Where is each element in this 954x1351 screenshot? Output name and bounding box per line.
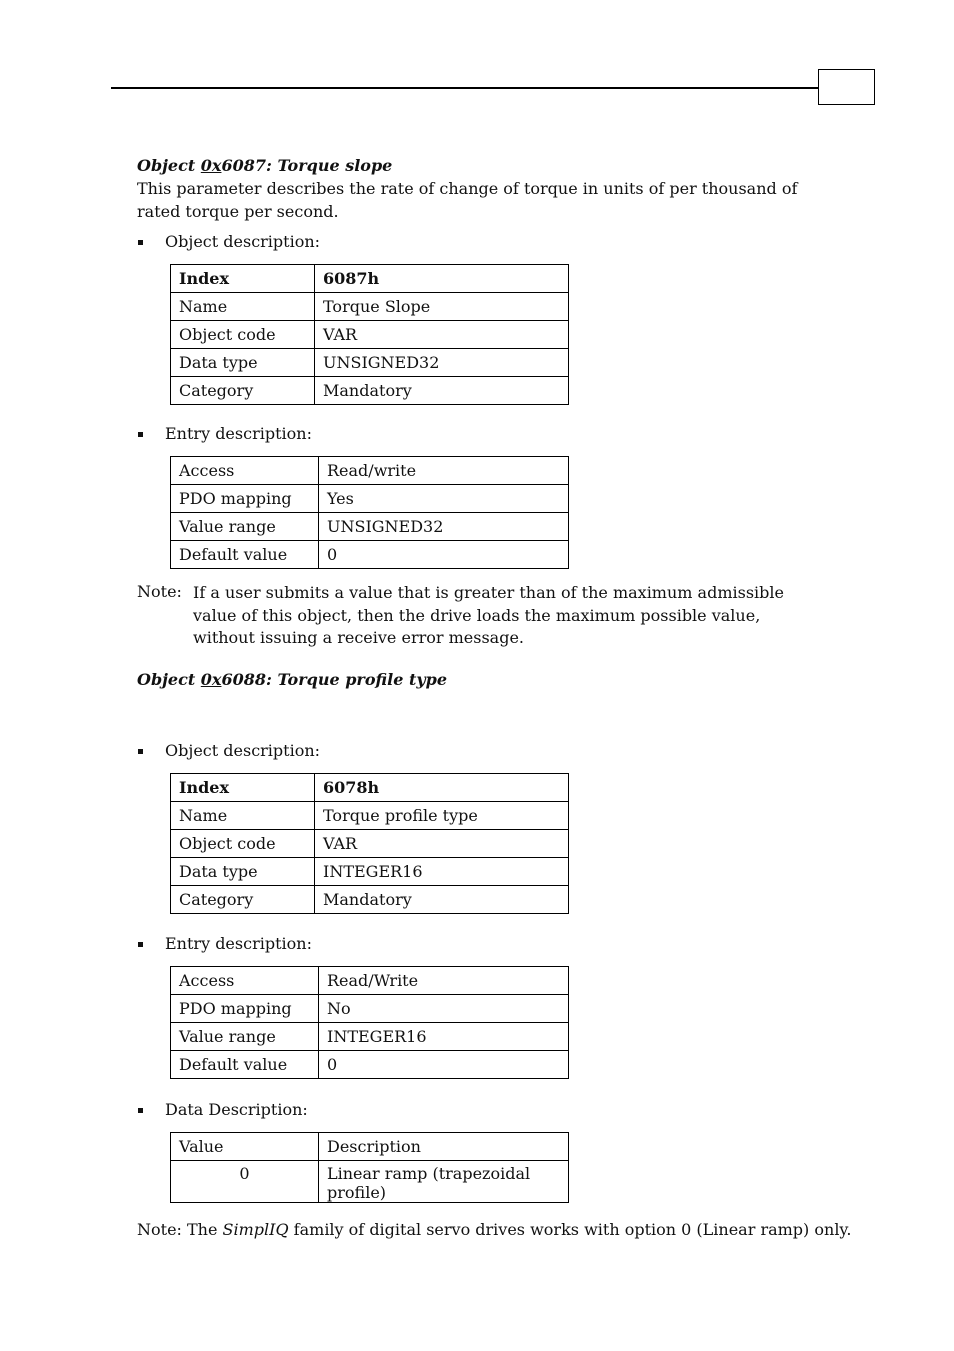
table-header-cell: Description — [319, 1133, 569, 1161]
table-cell: Torque Slope — [315, 293, 569, 321]
table-cell: UNSIGNED32 — [319, 513, 569, 541]
table-cell: Yes — [319, 485, 569, 513]
table-cell: Category — [171, 886, 315, 914]
table-cell: Index — [171, 265, 315, 293]
table-cell: Default value — [171, 541, 319, 569]
table-cell: Data type — [171, 858, 315, 886]
table-cell: Default value — [171, 1051, 319, 1079]
table-cell: Object code — [171, 830, 315, 858]
table-row — [171, 886, 569, 914]
table-cell: Object code — [171, 321, 315, 349]
page-number-box — [818, 69, 875, 105]
table-cell: UNSIGNED32 — [315, 349, 569, 377]
table-cell: INTEGER16 — [315, 858, 569, 886]
table-cell: Torque profile type — [315, 802, 569, 830]
table-cell: VAR — [315, 830, 569, 858]
entry-description-table-6087 — [170, 456, 569, 569]
table-cell: Mandatory — [315, 886, 569, 914]
table-row — [171, 858, 569, 886]
table-cell: 0 — [171, 1161, 319, 1203]
entry-description-table-6088 — [170, 966, 569, 1079]
table-cell: VAR — [315, 321, 569, 349]
bullet-marker — [138, 749, 143, 754]
table-cell: Access — [171, 967, 319, 995]
table-cell: Linear ramp (trapezoidal profile) — [319, 1161, 569, 1203]
object-description-label: Object description: — [165, 741, 321, 760]
table-header-cell: Value — [171, 1133, 319, 1161]
table-cell: Value range — [171, 1023, 319, 1051]
final-note: Note: The SimplIQ family of digital servo drives works with option 0 (Linear ramp) only. — [137, 1220, 852, 1239]
table-cell: Category — [171, 377, 315, 405]
table-cell: 6087h — [315, 265, 569, 293]
object-description-table-6087 — [170, 264, 569, 405]
table-row — [171, 830, 569, 858]
table-cell: 0 — [319, 541, 569, 569]
entry-description-label: Entry description: — [165, 424, 312, 443]
table-row — [171, 802, 569, 830]
table-cell: Read/write — [319, 457, 569, 485]
table-cell: Access — [171, 457, 319, 485]
table-cell: No — [319, 995, 569, 1023]
bullet-marker — [138, 942, 143, 947]
data-description-label: Data Description: — [165, 1100, 308, 1119]
table-row — [171, 265, 569, 293]
table-cell: INTEGER16 — [319, 1023, 569, 1051]
table-cell: 0 — [319, 1051, 569, 1079]
section-description-6087: This parameter describes the rate of change of torque in units of per thousand of rated torque per second. — [137, 179, 798, 221]
table-cell: 6078h — [315, 774, 569, 802]
table-row — [171, 349, 569, 377]
data-description-table — [170, 1132, 569, 1203]
table-row — [171, 967, 569, 995]
table-cell: Name — [171, 802, 315, 830]
object-description-table-6088 — [170, 773, 569, 914]
header-rule — [111, 87, 819, 89]
table-cell: PDO mapping — [171, 995, 319, 1023]
bullet-marker — [138, 432, 143, 437]
table-row — [171, 485, 569, 513]
table-row — [171, 774, 569, 802]
section-heading-6088: Object 0x6088: Torque profile type — [137, 670, 448, 689]
table-row — [171, 457, 569, 485]
table-cell: PDO mapping — [171, 485, 319, 513]
table-row — [171, 321, 569, 349]
table-cell: Name — [171, 293, 315, 321]
object-description-label: Object description: — [165, 232, 321, 251]
table-cell: Index — [171, 774, 315, 802]
table-cell: Mandatory — [315, 377, 569, 405]
bullet-marker — [138, 1108, 143, 1113]
note-text: If a user submits a value that is greater than of the maximum admissible value of this object, then the drive loads the maximum possible value, without issuing a receive error message. — [193, 583, 784, 647]
product-name: SimplIQ — [222, 1220, 289, 1239]
table-row — [171, 513, 569, 541]
note-label: Note: — [137, 582, 182, 601]
table-row — [171, 1023, 569, 1051]
table-row — [171, 1161, 569, 1203]
table-row — [171, 541, 569, 569]
table-cell: Value range — [171, 513, 319, 541]
table-header-row — [171, 1133, 569, 1161]
table-cell: Read/Write — [319, 967, 569, 995]
table-row — [171, 1051, 569, 1079]
table-row — [171, 293, 569, 321]
table-row — [171, 995, 569, 1023]
table-cell: Data type — [171, 349, 315, 377]
bullet-marker — [138, 240, 143, 245]
entry-description-label: Entry description: — [165, 934, 312, 953]
section-heading-6087: Object 0x6087: Torque slope — [137, 156, 393, 175]
table-row — [171, 377, 569, 405]
